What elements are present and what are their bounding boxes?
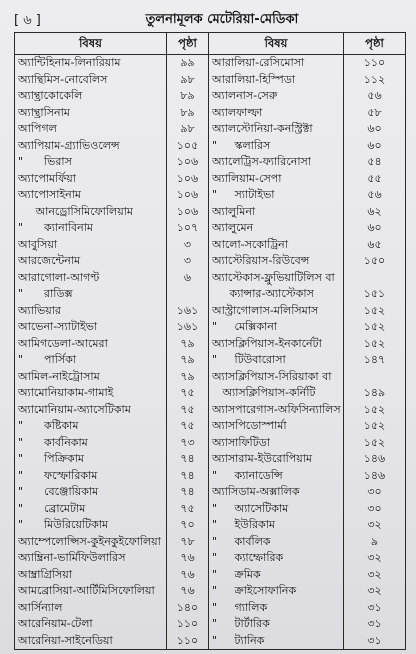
right-item: অ্যাসপিডোস্পার্মা bbox=[209, 418, 344, 435]
right-item: অ্যালুমেন bbox=[209, 220, 344, 237]
table-row bbox=[15, 253, 405, 270]
right-item: " টার্টারিক bbox=[209, 616, 344, 633]
table-row bbox=[15, 385, 405, 402]
left-page-number: ১৬১ bbox=[167, 319, 209, 336]
left-page-number: ৭৬ bbox=[167, 550, 209, 567]
right-item: আলো-সকোট্রিনা bbox=[209, 237, 344, 254]
table-row bbox=[15, 534, 405, 551]
right-page-number: ১১২ bbox=[363, 72, 386, 86]
table-row bbox=[15, 121, 405, 138]
left-page-number: ৩ bbox=[167, 253, 209, 270]
header-subject-left: বিষয় bbox=[15, 33, 167, 54]
right-item: " ক্রাইসোফানিক bbox=[209, 583, 344, 600]
left-item: " পার্সিকা bbox=[15, 352, 167, 369]
left-item: " রাডিক্স bbox=[15, 286, 167, 303]
right-item: " ক্যানাডেন্সি bbox=[209, 468, 344, 485]
left-page-number: ১৬১ bbox=[167, 303, 209, 320]
left-page-number: ৭৪ bbox=[167, 451, 209, 468]
left-page-number: ৩ bbox=[167, 237, 209, 254]
right-page-number: ৬০ bbox=[367, 138, 382, 152]
table-row bbox=[15, 633, 405, 650]
left-item: আরেনিয়াম-টেলা bbox=[15, 616, 167, 633]
right-item: অ্যালফাল্ফা bbox=[209, 105, 344, 122]
table-row bbox=[15, 616, 405, 633]
left-page-number: ৬ bbox=[167, 270, 209, 287]
right-item: " স্যাটাইভা bbox=[209, 187, 344, 204]
header-subject-right: বিষয় bbox=[209, 33, 344, 54]
left-item: আপিগল bbox=[15, 121, 167, 138]
left-item: আরাগোলা-আগণ্ট bbox=[15, 270, 167, 287]
right-item: " টিউবারোসা bbox=[209, 352, 344, 369]
right-page-number: ৩২ bbox=[367, 567, 382, 581]
right-page-number: ১৪৬ bbox=[363, 468, 386, 482]
table-row bbox=[15, 468, 405, 485]
right-item: " কার্বলিক bbox=[209, 534, 344, 551]
left-item: " কষ্টিকাম bbox=[15, 418, 167, 435]
left-page-number: ৭৬ bbox=[167, 567, 209, 584]
header-page-left: পৃষ্ঠা bbox=[167, 33, 209, 54]
left-item: অ্যামোনিয়াকাম-গামাই bbox=[15, 385, 167, 402]
left-item: অ্যাম্ব্রিনা-ভার্মিফিউলারিস bbox=[15, 550, 167, 567]
table-row bbox=[15, 418, 405, 435]
right-page-number: ৩২ bbox=[367, 584, 382, 597]
left-page-number: ১১০ bbox=[167, 633, 209, 650]
table-row bbox=[15, 187, 405, 204]
table-row bbox=[15, 484, 405, 501]
left-page-number: ৭০ bbox=[167, 517, 209, 534]
left-page-number: ১০৬ bbox=[167, 204, 209, 221]
right-page-number: ৩২ bbox=[367, 551, 382, 564]
right-item: " ইউরিকাম bbox=[209, 517, 344, 534]
right-page-number: ৩১ bbox=[367, 600, 382, 614]
left-item: অ্যামোনিয়াম-অ্যাসেটিকাম bbox=[15, 402, 167, 419]
right-item: " গ্যালিক bbox=[209, 600, 344, 617]
right-item: " স্কলারিস bbox=[209, 138, 344, 155]
left-item: আমব্রোসিয়া-আর্টিমিসিফোলিয়া bbox=[15, 583, 167, 600]
left-item: আর্সিন্যাল bbox=[15, 600, 167, 617]
right-page-number: ৬২ bbox=[367, 204, 382, 218]
right-page-number: ৩১ bbox=[367, 633, 382, 647]
right-page-number: ৩০ bbox=[367, 501, 382, 515]
right-item: অ্যাসক্লিপিয়াস-ইনকার্নেটা bbox=[209, 336, 344, 353]
left-item: " বেঞ্জোয়িকাম bbox=[15, 484, 167, 501]
right-page-number: ১৫১ bbox=[363, 287, 386, 300]
left-page-number: ৭৪ bbox=[167, 468, 209, 485]
right-item: অ্যাসিডাম-অক্সালিক bbox=[209, 484, 344, 501]
right-page-number bbox=[344, 270, 405, 287]
table-row bbox=[15, 270, 405, 287]
left-item: অ্যাম্পেলোপ্সিস-কুইনকুইফোলিয়া bbox=[15, 534, 167, 551]
table-row bbox=[15, 72, 405, 89]
table-row bbox=[15, 204, 405, 221]
right-item: অ্যালিয়াম-সেপা bbox=[209, 171, 344, 188]
table-row bbox=[15, 583, 405, 600]
right-item: " মেক্সিকানা bbox=[209, 319, 344, 336]
page-number: [ ৬ ] bbox=[14, 13, 41, 28]
left-item: আরজেন্টেনাম bbox=[15, 253, 167, 270]
left-item: অ্যাপোসাইনাম bbox=[15, 187, 167, 204]
left-page-number: ৮৯ bbox=[167, 105, 209, 122]
right-item: " ক্রমিক bbox=[209, 567, 344, 584]
right-page-number: ১৫২ bbox=[363, 320, 386, 333]
right-page-number: ১৫২ bbox=[363, 402, 386, 416]
table-row bbox=[15, 105, 405, 122]
left-page-number: ১০৬ bbox=[167, 154, 209, 171]
left-page-number: ১০৭ bbox=[167, 220, 209, 237]
right-page-number bbox=[344, 369, 405, 386]
table-row bbox=[15, 435, 405, 452]
table-row bbox=[15, 451, 405, 468]
left-page-number: ৭৯ bbox=[167, 352, 209, 369]
right-page-number: ৫৬ bbox=[367, 188, 382, 201]
right-page-number: ৩০ bbox=[367, 485, 382, 498]
right-page-number: ১৫২ bbox=[363, 336, 386, 350]
left-item: " ব্রোমেটাম bbox=[15, 501, 167, 518]
table-row bbox=[15, 286, 405, 303]
left-item: অ্যান্টিহিনাম-লিনারিয়াম bbox=[15, 55, 167, 72]
left-page-number: ১০৬ bbox=[167, 171, 209, 188]
left-item: আনড্রোসিমিফোলিয়াম bbox=[15, 204, 167, 221]
right-item: আরালিয়া-রেসিমোসা bbox=[209, 55, 344, 72]
table-row bbox=[15, 88, 405, 105]
left-page-number: ১১০ bbox=[167, 616, 209, 633]
left-page-number: ৯৮ bbox=[167, 72, 209, 89]
right-page-number: ১৫২ bbox=[363, 303, 386, 317]
left-item: " পিক্রিকাম bbox=[15, 451, 167, 468]
left-item: " ক্যানাবিনাম bbox=[15, 220, 167, 237]
table-row bbox=[15, 154, 405, 171]
table-row bbox=[15, 517, 405, 534]
right-page-number: ৩১ bbox=[367, 617, 382, 630]
left-page-number: ৭৯ bbox=[167, 369, 209, 386]
right-item: অ্যাসক্লিপিয়াস-কর্নিটি bbox=[209, 385, 344, 402]
table-row bbox=[15, 369, 405, 386]
left-page-number: ৭৩ bbox=[167, 435, 209, 452]
left-page-number: ৮৯ bbox=[167, 88, 209, 105]
table-row bbox=[15, 501, 405, 518]
right-item: " অ্যাসেটিকাম bbox=[209, 501, 344, 518]
right-page-number: ৫৮ bbox=[367, 105, 382, 119]
left-item: অ্যান্থিমিস-নোবেলিস bbox=[15, 72, 167, 89]
left-item: অ্যাপিয়াম-গ্র্যাভিওলেন্স bbox=[15, 138, 167, 155]
right-item: অ্যাসাফিটিডা bbox=[209, 435, 344, 452]
left-page-number: ৯৯ bbox=[167, 55, 209, 72]
right-page-number: ৩২ bbox=[367, 518, 382, 531]
table-row bbox=[15, 138, 405, 155]
left-item: আমিগডেলা-আমেরা bbox=[15, 336, 167, 353]
table-row bbox=[15, 220, 405, 237]
right-page-number: ১৫২ bbox=[363, 419, 386, 432]
left-item: অ্যাভিয়ার bbox=[15, 303, 167, 320]
right-page-number: ৯ bbox=[370, 534, 379, 548]
table-row bbox=[15, 237, 405, 254]
table-row bbox=[15, 171, 405, 188]
right-page-number: ৬০ bbox=[367, 122, 382, 135]
right-item: " ট্যানিক bbox=[209, 633, 344, 650]
right-page-number: ৫৪ bbox=[367, 155, 382, 168]
table-body bbox=[15, 55, 405, 649]
left-page-number: ৭৫ bbox=[167, 418, 209, 435]
right-item: অ্যালেট্রিস-ফ্যারিনোসা bbox=[209, 154, 344, 171]
left-page-number: ৭৯ bbox=[167, 336, 209, 353]
left-item: " কার্বনিকাম bbox=[15, 435, 167, 452]
header-page-right: পৃষ্ঠা bbox=[365, 36, 384, 50]
left-item: " মিউরিয়েটিকাম bbox=[15, 517, 167, 534]
right-page-number: ১৪৭ bbox=[363, 353, 386, 366]
left-page-number: ৭৫ bbox=[167, 402, 209, 419]
left-page-number: ১৪০ bbox=[167, 600, 209, 617]
left-page-number: ৭৬ bbox=[167, 583, 209, 600]
right-page-number: ১৪৬ bbox=[363, 452, 386, 465]
left-page-number: ৭৫ bbox=[167, 501, 209, 518]
left-page-number: ১০৬ bbox=[167, 187, 209, 204]
left-item: অ্যান্থ্রাকোকেলি bbox=[15, 88, 167, 105]
left-item: আরেনিয়া-সাইনেডিয়া bbox=[15, 633, 167, 650]
right-page-number: ৫৫ bbox=[367, 171, 382, 185]
left-page-number: ১০৫ bbox=[167, 138, 209, 155]
left-item: " ফস্ফোরিকাম bbox=[15, 468, 167, 485]
left-page-number: ৭৫ bbox=[167, 385, 209, 402]
table-row bbox=[15, 567, 405, 584]
left-page-number: ৭৮ bbox=[167, 534, 209, 551]
left-item: আমিল-নাইট্রোসাম bbox=[15, 369, 167, 386]
right-item: অ্যাস্টেরিয়াস-রিউবেন্স bbox=[209, 253, 344, 270]
table-header-row bbox=[15, 33, 405, 55]
right-page-number: ৬৫ bbox=[367, 237, 382, 251]
table-row bbox=[15, 550, 405, 567]
right-item: অ্যাসক্লিপিয়াস-সিরিয়াকা বা bbox=[209, 369, 344, 386]
right-item: অ্যাসারাম-ইউরোপিয়াম bbox=[209, 451, 344, 468]
right-item: " ক্যাম্ফোরিক bbox=[209, 550, 344, 567]
page-title: তুলনামূলক মেটেরিয়া-মেডিকা bbox=[145, 12, 299, 27]
left-item: " ভিরাস bbox=[15, 154, 167, 171]
right-page-number: ১১০ bbox=[363, 56, 386, 69]
right-item: আরালিয়া-হিস্পিডা bbox=[209, 72, 344, 89]
left-page-number bbox=[167, 286, 209, 303]
right-page-number: ৬০ bbox=[367, 221, 382, 234]
right-item: অ্যালনাস-সেরু bbox=[209, 88, 344, 105]
table-row bbox=[15, 319, 405, 336]
index-table bbox=[14, 32, 406, 650]
right-page-number: ১৪৯ bbox=[363, 386, 386, 399]
right-item: অ্যাসপারেগাস-অফিসিন্যালিস bbox=[209, 402, 344, 419]
left-page-number: ৭৪ bbox=[167, 484, 209, 501]
right-item: আস্ট্রাগোলাস-মলিসিমাস bbox=[209, 303, 344, 320]
right-page-number: ৫৬ bbox=[367, 89, 382, 102]
right-item: ক্যান্সার-অ্যাস্টেকাস bbox=[209, 286, 344, 303]
left-item: অ্যাপোমর্ফিয়া bbox=[15, 171, 167, 188]
right-item: অ্যালুমিনা bbox=[209, 204, 344, 221]
right-item: অ্যালস্টোনিয়া-কনস্ট্রিক্টা bbox=[209, 121, 344, 138]
right-page-number: ১৫২ bbox=[363, 435, 386, 449]
table-row bbox=[15, 55, 405, 72]
table-row bbox=[15, 352, 405, 369]
right-item: অ্যাস্টেকাস-ফ্লুভিয়াটিলিস বা bbox=[209, 270, 344, 287]
right-page-number: ১৫০ bbox=[363, 254, 386, 267]
left-page-number: ৯৮ bbox=[167, 121, 209, 138]
table-row bbox=[15, 303, 405, 320]
table-row bbox=[15, 600, 405, 617]
table-row bbox=[15, 402, 405, 419]
left-item: অ্যান্থ্রাসিনাম bbox=[15, 105, 167, 122]
left-item: আবুসিয়া bbox=[15, 237, 167, 254]
left-item: আম্ব্রাগ্রিসিয়া bbox=[15, 567, 167, 584]
left-item: আভেনা-স্যাটাইভা bbox=[15, 319, 167, 336]
table-row bbox=[15, 336, 405, 353]
